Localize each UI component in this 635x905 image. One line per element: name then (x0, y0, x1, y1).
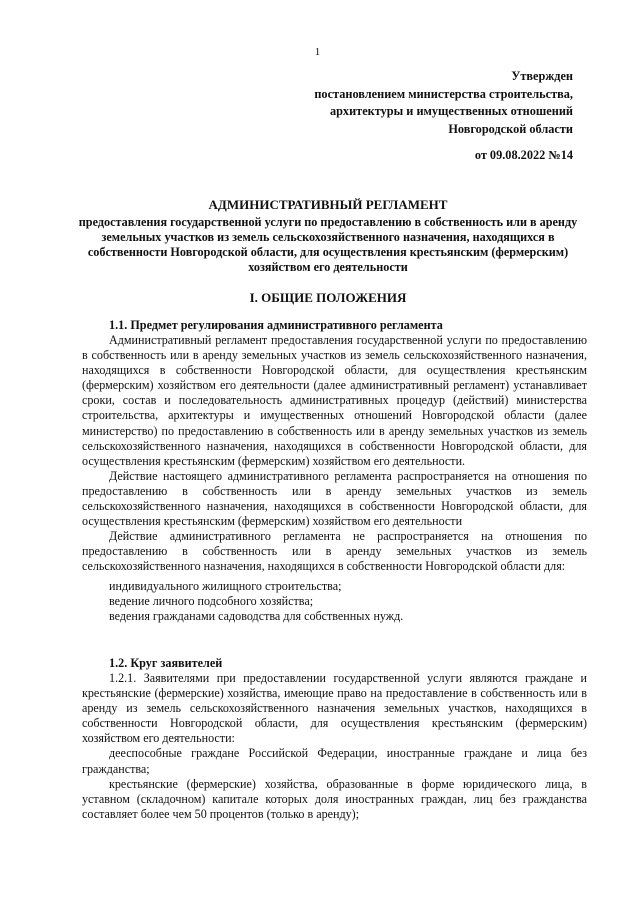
subsection-heading: 1.1. Предмет регулирования административного регламента (109, 318, 443, 332)
paragraph: Действие настоящего административного регламента распространяется на отношения по предоставлению в собственность или в аренду земельных участков из земель сельскохозяйственного назначения, находящихся в собственности Новгородской области, для осуществления крестьянским (фермерским) хозяйством его деятельности (82, 468, 587, 529)
list-item: индивидуального жилищного строительства; (109, 578, 342, 593)
list-item: ведение личного подсобного хозяйства; (109, 593, 314, 608)
document-title: АДМИНИСТРАТИВНЫЙ РЕГЛАМЕНТ (208, 197, 448, 212)
approval-line: Утвержден (511, 69, 573, 83)
subsection-subject (82, 318, 587, 624)
paragraph: 1.2.1. Заявителями при предоставлении государственной услуги являются граждане и крестьянские (фермерские) хозяйства, имеющие право на предоставление в собственность или в аренду из земель сельскохозяйственного назначения земельных участков, находящихся в собственности Новгородской области, для осуществления крестьянским (фермерским) хозяйством его деятельности: (82, 671, 587, 746)
paragraph: Действие административного регламента не распространяется на отношения по предоставлению в собственность или в аренду земельных участков из земель сельскохозяйственного назначения, находящихся в собственности Новгородской области для: (82, 529, 587, 574)
approval-line: постановлением министерства строительства, (314, 86, 573, 101)
approval-line: архитектуры и имущественных отношений (329, 104, 573, 118)
approval-stamp (314, 68, 573, 165)
paragraph: крестьянские (фермерские) хозяйства, образованные в форме юридического лица, в уставном (складочном) капитале которых доля иностранных граждан, лиц без гражданства составляет более чем 50 процентов (только в аренду); (82, 776, 587, 821)
paragraph: дееспособные граждане Российской Федерации, иностранные граждане и лица без гражданства; (82, 746, 587, 776)
approval-date: от 09.08.2022 №14 (474, 148, 573, 162)
document-subtitle: предоставления государственной услуги по предоставлению в собственность или в аренду земельных участков из земель сельскохозяйственного назначения, находящихся в собственности Новгородской области, для осуществления крестьянским (фермерским) хозяйством его деятельности (78, 215, 578, 274)
paragraph: Административный регламент предоставления государственной услуги по предоставлению в собственность или в аренду земельных участков из земель сельскохозяйственного назначения, находящихся в собственности Новгородской области, для осуществления крестьянским (фермерским) хозяйством его деятельности (далее административный регламент) устанавливает сроки, состав и последовательность административных процедур (действий) министерства строительства, архитектуры и имущественных отношений Новгородской области (далее министерство) по предоставлению в собственность или в аренду земельных участков из земель сельскохозяйственного назначения, находящихся в собственности Новгородской области, для осуществления крестьянским (фермерским) хозяйством его деятельности. (82, 333, 587, 468)
approval-line: Новгородской области (448, 121, 573, 136)
subsection-heading: 1.2. Круг заявителей (109, 656, 223, 670)
subsection-applicants (82, 656, 587, 822)
page-number: 1 (314, 46, 321, 58)
section-title: I. ОБЩИЕ ПОЛОЖЕНИЯ (249, 290, 407, 305)
list-item: ведения гражданами садоводства для собственных нужд. (109, 608, 404, 623)
